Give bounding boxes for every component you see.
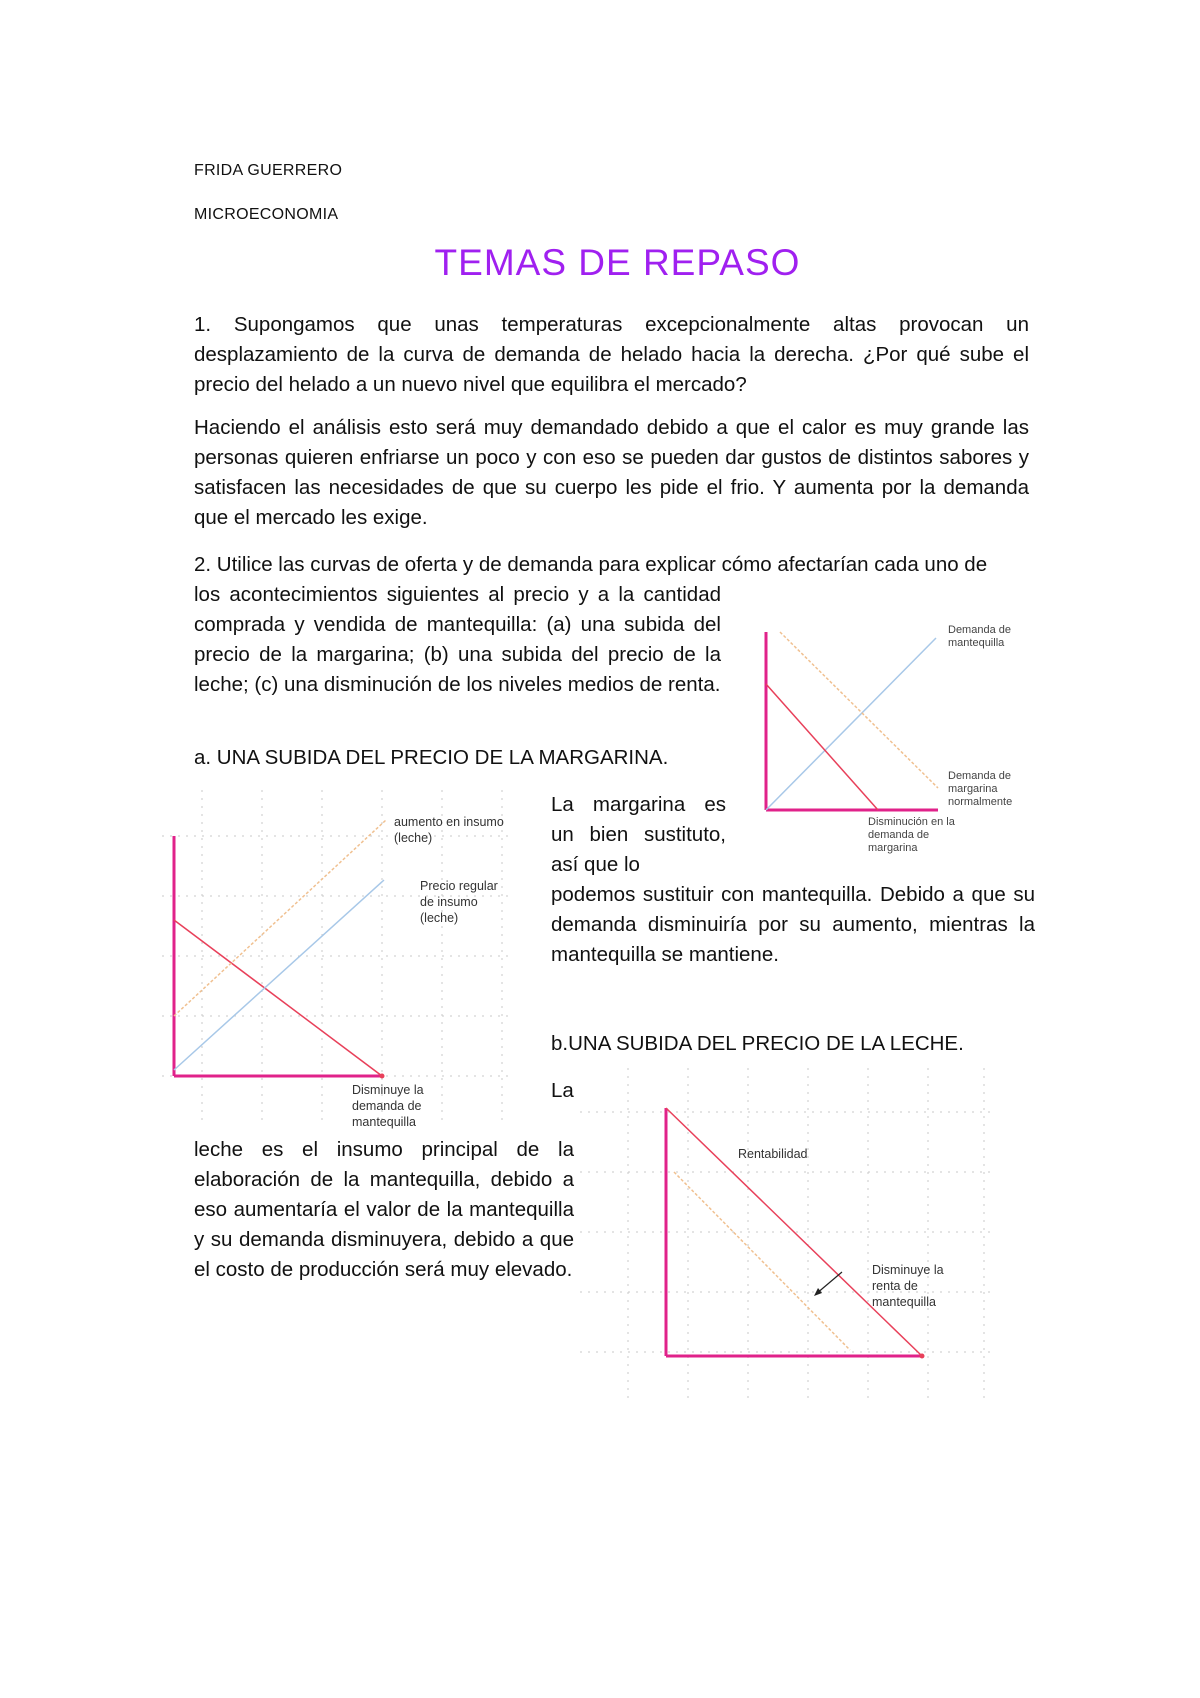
- label-disminucion-margarina: Disminución en la demanda de margarina: [868, 816, 955, 854]
- label-demanda-margarina: Demanda de margarina normalmente: [948, 770, 1013, 808]
- section-b-heading: b.UNA SUBIDA DEL PRECIO DE LA LECHE.: [551, 1032, 964, 1055]
- blue-supply-line: [766, 638, 936, 810]
- red-demand-line: [174, 920, 382, 1076]
- section-b-text-first: La: [551, 1079, 574, 1102]
- label-demanda-mantequilla: Demanda de mantequilla: [948, 624, 1011, 649]
- question-2-line1: 2. Utilice las curvas de oferta y de demanda para explicar cómo afectarían cada uno de: [194, 553, 988, 576]
- section-a-text-wide: podemos sustituir con mantequilla. Debido a que su demanda disminuiría por su aumento, mientras la mantequilla se mantiene.: [551, 883, 1035, 966]
- grid: [580, 1068, 990, 1398]
- label-rentabilidad: Rentabilidad: [738, 1147, 808, 1161]
- question-1: 1. Supongamos que unas temperaturas excepcionalmente altas provocan un desplazamiento de la curva de demanda de helado hacia la derecha. ¿Por qué sube el precio del helado a un nuevo nivel que equilibra el mercado?: [194, 313, 1029, 396]
- label-disminuye-renta: Disminuye la renta de mantequilla: [872, 1263, 944, 1309]
- answer-1: Haciendo el análisis esto será muy demandado debido a que el calor es muy grande las personas quieren enfriarse un poco y con eso se pueden dar gustos de distintos sabores y satisfacen las necesidades de que su cuerpo les pide el frio. Y aumenta por la demanda que el mercado les exige.: [194, 416, 1029, 529]
- label-aumento-insumo: aumento en insumo (leche): [394, 815, 504, 845]
- page-title: TEMAS DE REPASO: [434, 242, 801, 283]
- red-demand-line: [766, 684, 878, 810]
- figure-rentabilidad-svg: [580, 1068, 990, 1398]
- figure-milk-input: [162, 790, 514, 1129]
- red-point: [920, 1354, 925, 1359]
- section-a-text-narrow: La margarina es un bien sustituto, así que lo: [551, 793, 726, 876]
- label-disminuye-demanda: Disminuye la demanda de mantequilla: [352, 1083, 424, 1129]
- subject-name: MICROECONOMIA: [194, 206, 339, 223]
- red-point: [380, 1074, 385, 1079]
- question-2-rest: los acontecimientos siguientes al precio y a la cantidad comprada y vendida de mantequilla: (a) una subida del precio de la margarina; (b) una subida del precio de la leche; (c) una disminución de los niveles medios de renta.: [194, 583, 721, 696]
- orange-demand-line: [780, 632, 938, 788]
- figure-rentabilidad: [580, 1068, 990, 1398]
- label-precio-regular: Precio regular de insumo (leche): [420, 879, 498, 925]
- orange-supply-line: [174, 820, 386, 1016]
- section-b-text-rest: leche es el insumo principal de la elaboración de la mantequilla, debido a eso aumentaría el valor de la mantequilla y su demanda disminuyera, debido a que el costo de producción será muy elevado.: [194, 1138, 574, 1281]
- section-a-heading: a. UNA SUBIDA DEL PRECIO DE LA MARGARINA.: [194, 746, 669, 769]
- author-name: FRIDA GUERRERO: [194, 162, 343, 179]
- figure-margarine-demand: [758, 620, 1048, 854]
- blue-supply-line: [174, 880, 384, 1070]
